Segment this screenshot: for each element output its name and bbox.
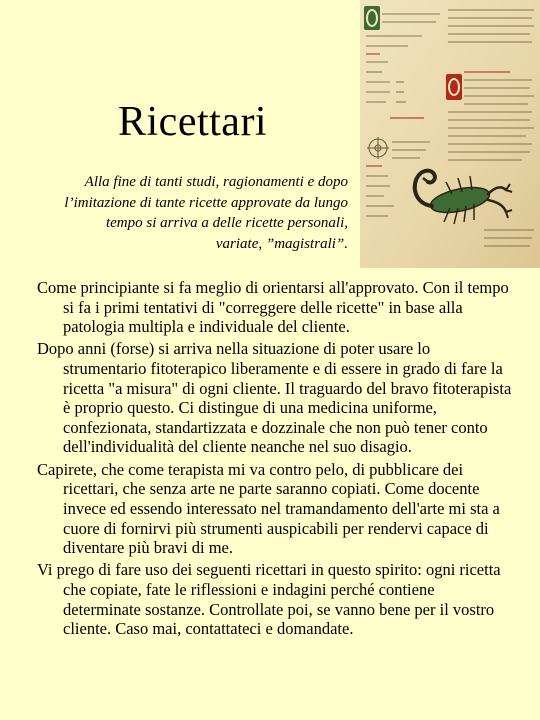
slide-subtitle: Alla fine di tanti studi, ragionamenti e dopo l’imitazione di tante ricette approvate da lungo tempo si arriva a delle ricette personali, variate, ”magistrali”. bbox=[64, 174, 348, 252]
manuscript-image bbox=[360, 0, 540, 268]
paragraph-experience: Dopo anni (forse) si arriva nella situazione di poter usare lo strumentario fitoterapico liberamente e di essere in grado di fare la ricetta "a misura" di ogni cliente. Il traguardo del bravo fitoterapista è proprio questo. Ci distingue di una medicina uniforme, confezionata, standartizzata e dozzinale che non può tener conto dell'individualità del cliente neanche nel suo disagio. bbox=[37, 339, 512, 457]
illuminated-initial-green-icon bbox=[364, 6, 380, 30]
body-paragraph-list bbox=[37, 278, 515, 641]
paragraph-teacher: Capirete, che come terapista mi va contro pelo, di pubblicare dei ricettari, che senza arte ne parte saranno copiati. Come docente invece ed essendo interessato nel tramandamento dell'arte mi sta a cuore di fornirvi più strumenti auspicabili per rendervi capace di diventare più bravi di me. bbox=[37, 459, 500, 558]
paragraph-request: Vi prego di fare uso dei seguenti ricettari in questo spirito: ogni ricetta che copiate, fate le riflessioni e indagini perché contiene determinate sostanze. Controllate poi, se vanno bene per il vostro cliente. Caso mai, contattateci e domandate. bbox=[37, 560, 501, 639]
slide-title: Ricettari bbox=[118, 99, 268, 145]
illuminated-initial-red-icon bbox=[446, 74, 462, 100]
paragraph-beginner: Come principiante si fa meglio di orientarsi all'approvato. Con il tempo si fa i primi tentativi di "correggere delle ricette" in base alla patologia multipla e individuale del cliente. bbox=[37, 278, 509, 337]
